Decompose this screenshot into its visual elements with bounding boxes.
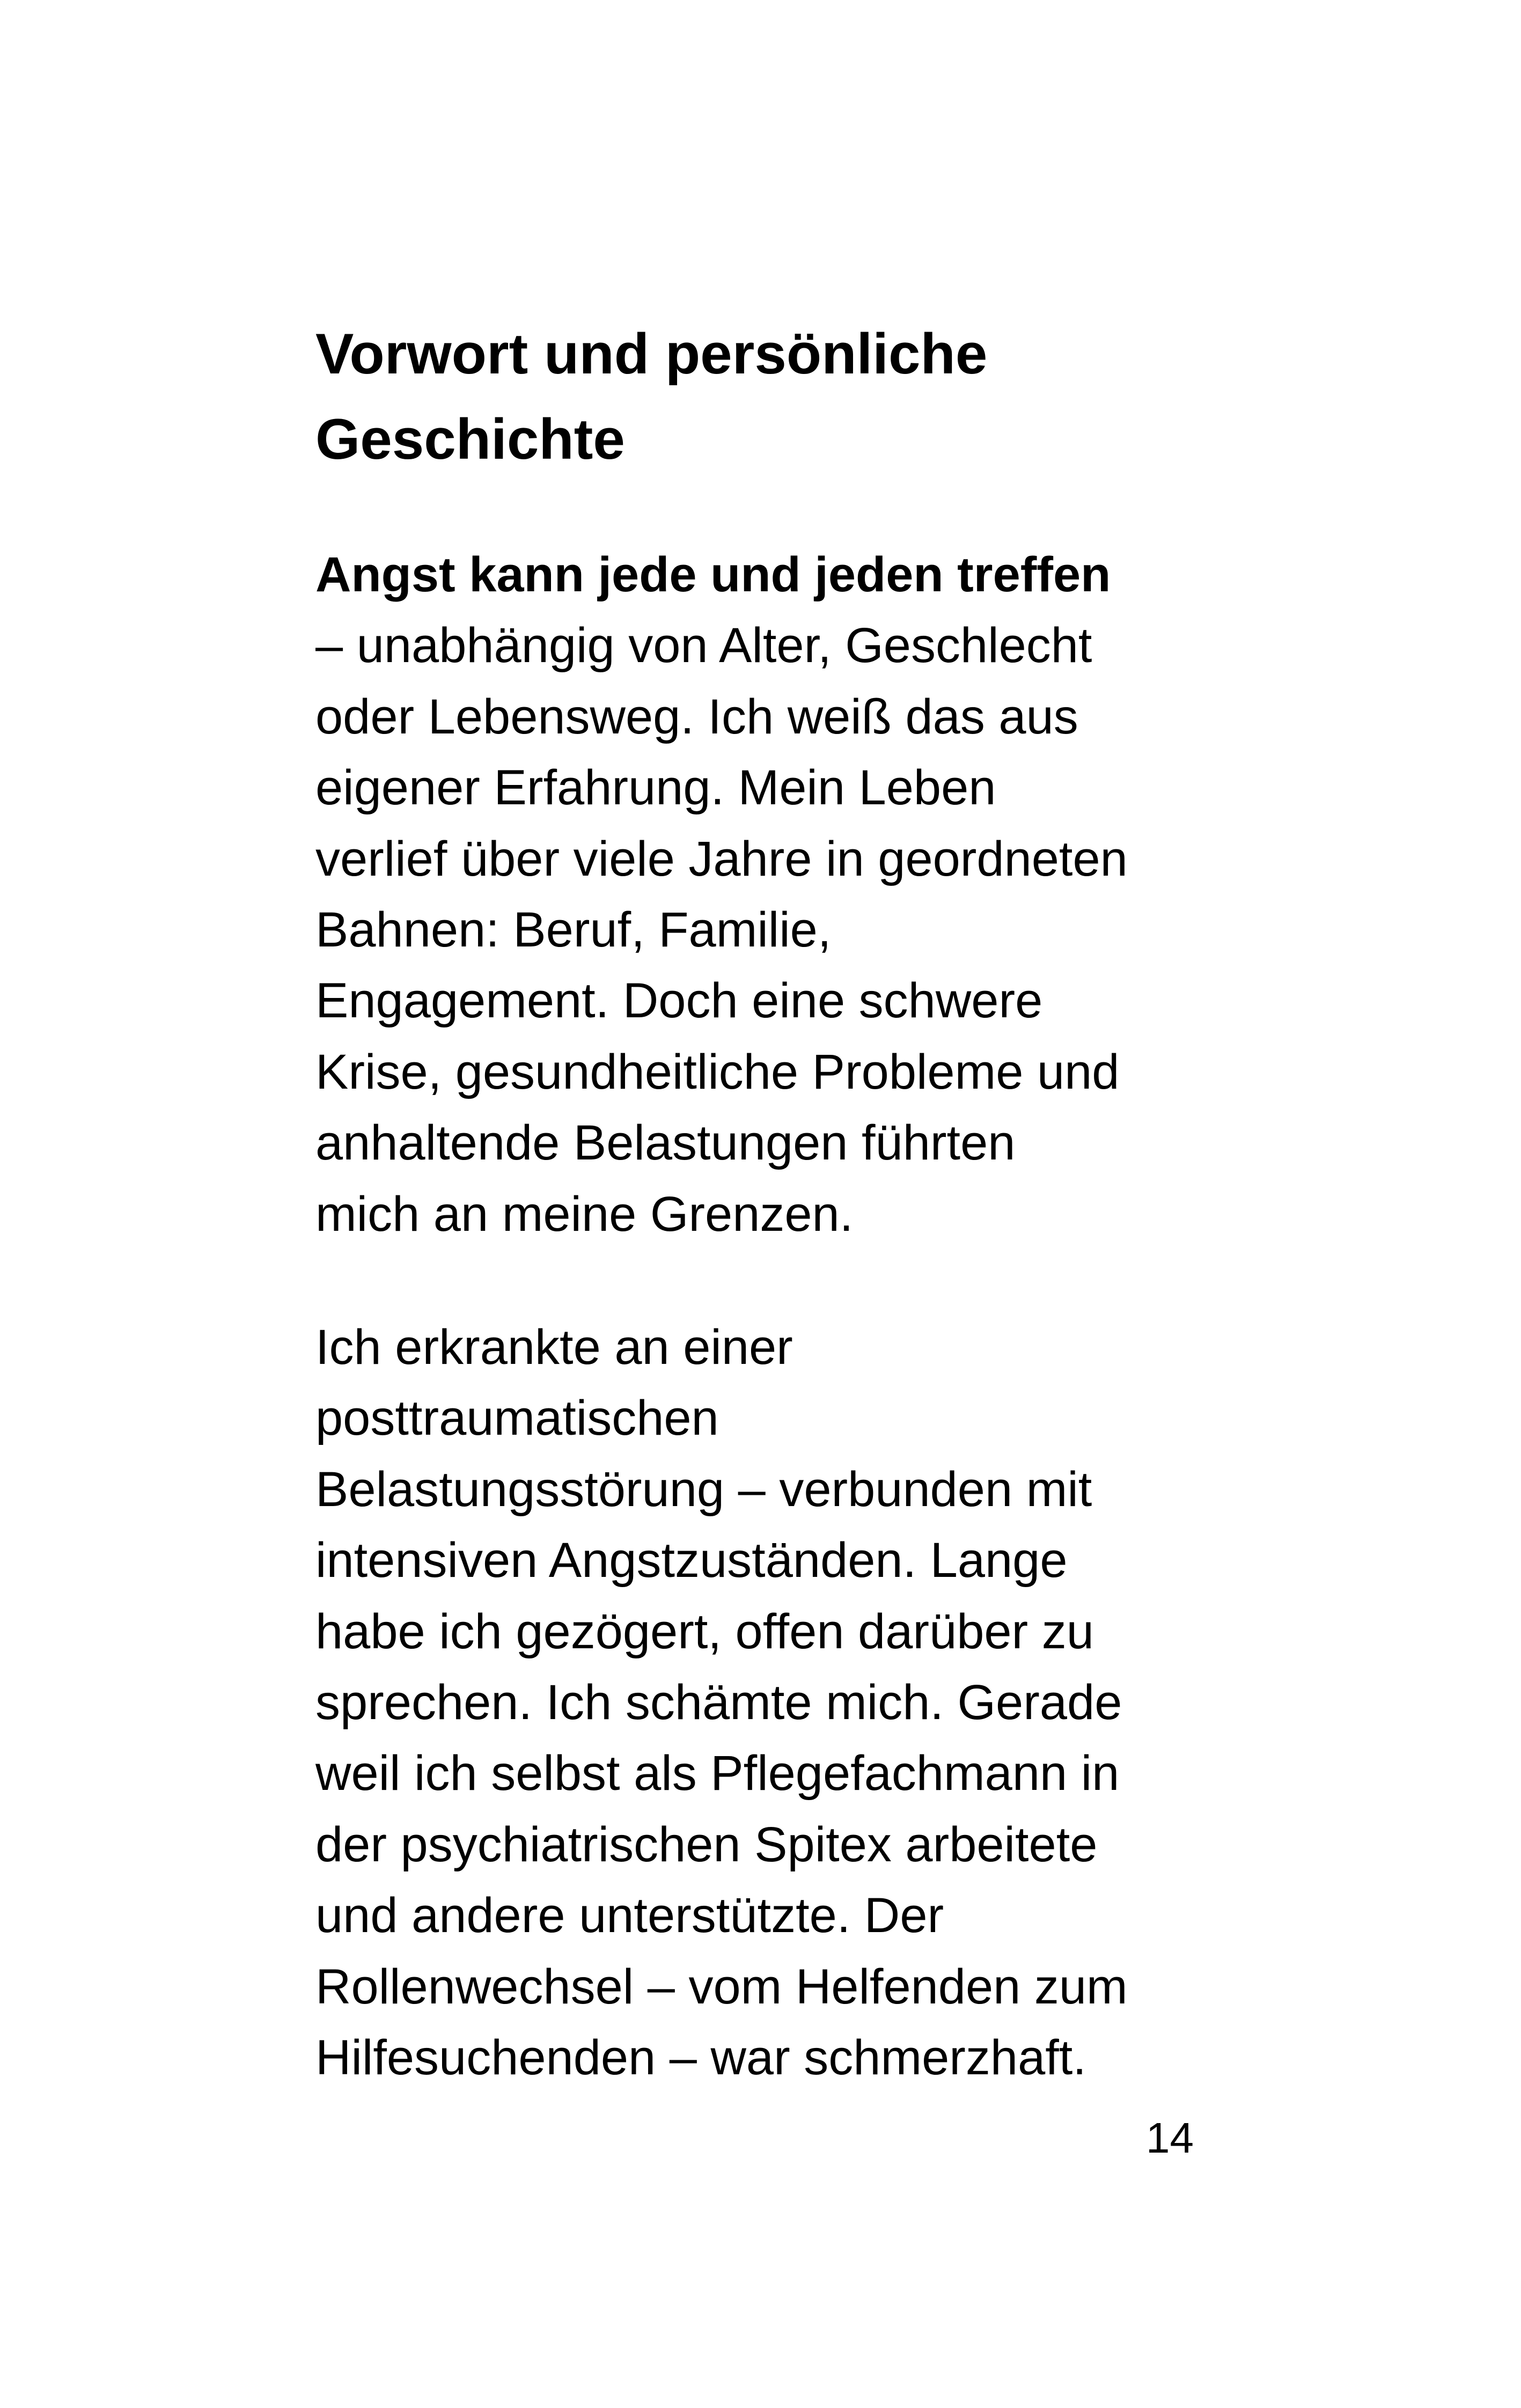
paragraph-line: posttraumatischen — [315, 1391, 719, 1446]
heading-line: Vorwort und persönliche — [315, 321, 988, 386]
paragraph-line: Belastungsstörung – verbunden mit — [315, 1462, 1092, 1517]
paragraph-line: Ich erkrankte an einer — [315, 1320, 793, 1375]
paragraph-line: sprechen. Ich schämte mich. Gerade — [315, 1675, 1122, 1730]
paragraph-lead-line: Angst kann jede und jeden treffen — [315, 547, 1111, 602]
paragraph-line: Rollenwechsel – vom Helfenden zum — [315, 1959, 1128, 2014]
paragraph-line: Engagement. Doch eine schwere — [315, 973, 1043, 1029]
paragraph-line: habe ich gezögert, offen darüber zu — [315, 1604, 1094, 1659]
heading-line: Geschichte — [315, 407, 625, 471]
paragraph-line: Hilfesuchenden – war schmerzhaft. — [315, 2030, 1086, 2086]
paragraph-line: mich an meine Grenzen. — [315, 1186, 854, 1242]
paragraph-line: der psychiatrischen Spitex arbeitete — [315, 1817, 1098, 1872]
paragraph-line: Bahnen: Beruf, Familie, — [315, 902, 832, 958]
paragraph-line: oder Lebensweg. Ich weiß das aus — [315, 689, 1078, 744]
paragraph-line: anhaltende Belastungen führten — [315, 1115, 1016, 1171]
paragraph-line: Krise, gesundheitliche Probleme und — [315, 1044, 1120, 1099]
paragraph-intro — [315, 539, 1260, 1250]
paragraph-line: intensiven Angstzuständen. Lange — [315, 1533, 1068, 1588]
paragraph-line: – unabhängig von Alter, Geschlecht — [315, 618, 1092, 673]
page-number: 14 — [1146, 2114, 1194, 2162]
paragraph-line: weil ich selbst als Pflegefachmann in — [315, 1746, 1120, 1801]
paragraph-line: verlief über viele Jahre in geordneten — [315, 831, 1128, 886]
paragraph-illness — [315, 1312, 1260, 2093]
chapter-heading — [315, 311, 1228, 482]
paragraph-line: eigener Erfahrung. Mein Leben — [315, 760, 996, 816]
paragraph-line: und andere unterstützte. Der — [315, 1888, 944, 1943]
